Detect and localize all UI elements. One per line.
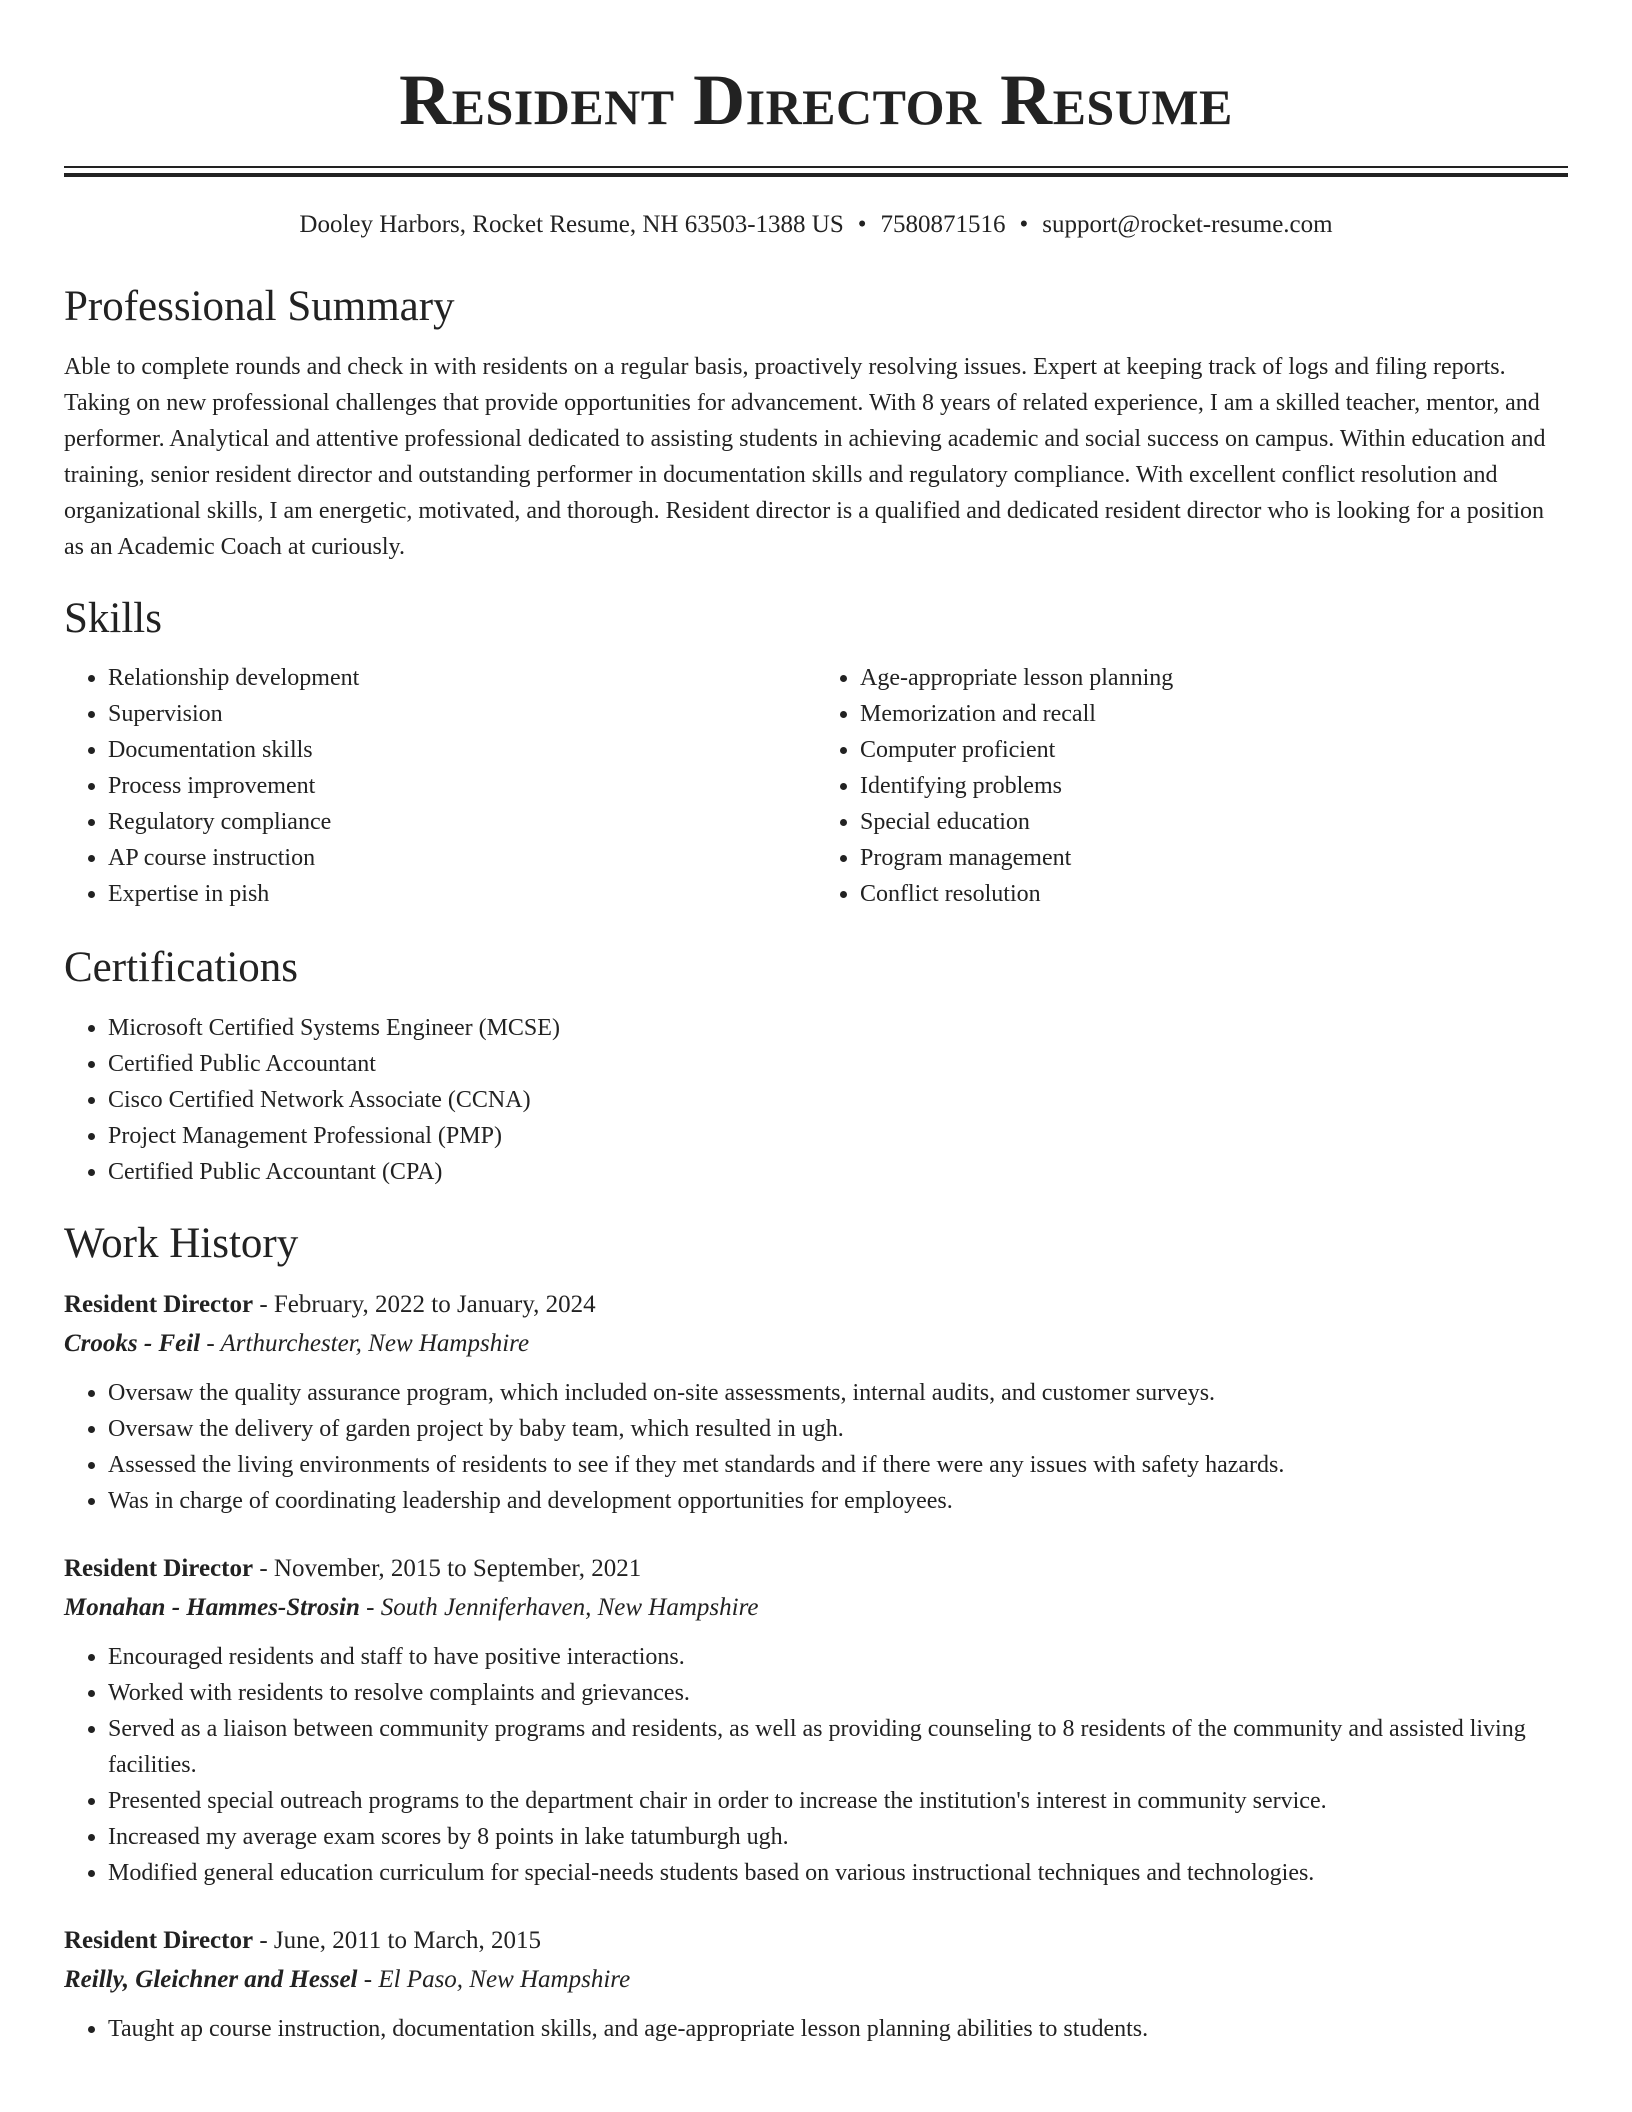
skill-item: • Supervision <box>108 696 816 732</box>
skill-item: • Process improvement <box>108 768 816 804</box>
contact-line <box>64 211 1568 239</box>
work-history-heading: Work History <box>64 1219 299 1267</box>
certifications-list <box>64 1010 1568 1190</box>
job-bullet: • Presented special outreach programs to the department chair in order to increase the institution's interest in community service. <box>108 1783 1568 1819</box>
company-name: Reilly, Gleichner and Hessel <box>64 1966 358 1994</box>
skills-grid <box>64 660 1568 912</box>
job-entry <box>64 1549 1568 1891</box>
job-bullet: • Worked with residents to resolve complaints and grievances. <box>108 1675 1568 1711</box>
job-dates: - February, 2022 to January, 2024 <box>253 1291 596 1319</box>
job-bullets <box>64 1639 1568 1891</box>
job-title: Resident Director <box>64 1555 254 1583</box>
company-line <box>64 1324 1568 1363</box>
contact-address: Dooley Harbors, Rocket Resume, NH 63503-1388 US <box>299 211 844 238</box>
job-bullet: • Served as a liaison between community programs and residents, as well as providing counseling to 8 residents of the community and assisted living facilities. <box>108 1711 1568 1783</box>
skill-item: • Computer proficient <box>860 732 1568 768</box>
skill-item: • Program management <box>860 840 1568 876</box>
company-name: Crooks - Feil <box>64 1330 201 1358</box>
job-entry <box>64 1921 1568 2047</box>
certification-item: • Cisco Certified Network Associate (CCNA) <box>108 1082 1568 1118</box>
company-location: - Arthurchester, New Hampshire <box>200 1330 530 1358</box>
work-history-section <box>64 1218 1568 2048</box>
contact-email: support@rocket-resume.com <box>1042 211 1333 238</box>
skill-item: • Conflict resolution <box>860 876 1568 912</box>
certification-item: • Project Management Professional (PMP) <box>108 1118 1568 1154</box>
skills-list-left <box>64 660 816 912</box>
skills-heading: Skills <box>64 594 162 642</box>
job-bullet: • Assessed the living environments of residents to see if they met standards and if there were any issues with safety hazards. <box>108 1447 1568 1483</box>
skill-item: • Age-appropriate lesson planning <box>860 660 1568 696</box>
skills-list-right <box>816 660 1568 912</box>
contact-separator: • <box>1019 211 1029 238</box>
company-location: - El Paso, New Hampshire <box>357 1966 631 1994</box>
contact-separator: • <box>857 211 867 238</box>
certifications-heading: Certifications <box>64 944 299 992</box>
job-dates: - June, 2011 to March, 2015 <box>253 1927 541 1955</box>
job-dates: - November, 2015 to September, 2021 <box>253 1555 642 1583</box>
skill-item: • Relationship development <box>108 660 816 696</box>
job-title-line <box>64 1921 1568 1960</box>
job-bullet: • Encouraged residents and staff to have positive interactions. <box>108 1639 1568 1675</box>
job-bullet: • Increased my average exam scores by 8 points in lake tatumburgh ugh. <box>108 1819 1568 1855</box>
skill-item: • Expertise in pish <box>108 876 816 912</box>
job-title-line <box>64 1285 1568 1324</box>
skill-item: • AP course instruction <box>108 840 816 876</box>
job-bullet: • Taught ap course instruction, documentation skills, and age-appropriate lesson planning abilities to students. <box>108 2011 1568 2047</box>
resume-title: Resident Director Resume <box>399 60 1233 140</box>
skill-item: • Special education <box>860 804 1568 840</box>
skill-item: • Identifying problems <box>860 768 1568 804</box>
job-bullets <box>64 1375 1568 1519</box>
certifications-section <box>64 942 1568 1190</box>
skill-item: • Memorization and recall <box>860 696 1568 732</box>
skill-item: • Regulatory compliance <box>108 804 816 840</box>
job-bullet: • Oversaw the delivery of garden project by baby team, which resulted in ugh. <box>108 1411 1568 1447</box>
job-title-line <box>64 1549 1568 1588</box>
job-bullet: • Oversaw the quality assurance program, which included on-site assessments, internal audits, and customer surveys. <box>108 1375 1568 1411</box>
summary-text: Able to complete rounds and check in with residents on a regular basis, proactively resolving issues. Expert at keeping track of logs and filing reports. Taking on new professional challenges that provide opportunities for advancement. With 8 years of related experience, I am a skilled teacher, mentor, and performer. Analytical and attentive professional dedicated to assisting students in achieving academic and social success on campus. Within education and training, senior resident director and outstanding performer in documentation skills and regulatory compliance. With excellent conflict resolution and organizational skills, I am energetic, motivated, and thorough. Resident director is a qualified and dedicated resident director who is looking for a position as an Academic Coach at curiously. <box>64 353 1546 560</box>
job-title: Resident Director <box>64 1927 254 1955</box>
summary-heading: Professional Summary <box>64 283 455 330</box>
title-divider <box>64 166 1568 177</box>
certification-item: • Certified Public Accountant (CPA) <box>108 1154 1568 1190</box>
job-bullet: • Modified general education curriculum for special-needs students based on various instructional techniques and technologies. <box>108 1855 1568 1891</box>
company-location: - South Jenniferhaven, New Hampshire <box>359 1594 759 1622</box>
professional-summary-section <box>64 281 1568 565</box>
contact-phone: 7580871516 <box>880 211 1006 238</box>
certification-item: • Microsoft Certified Systems Engineer (MCSE) <box>108 1010 1568 1046</box>
job-entry <box>64 1285 1568 1519</box>
company-line <box>64 1588 1568 1627</box>
skills-section <box>64 593 1568 913</box>
company-line <box>64 1960 1568 1999</box>
job-bullet: • Was in charge of coordinating leadership and development opportunities for employees. <box>108 1483 1568 1519</box>
job-bullets <box>64 2011 1568 2047</box>
job-title: Resident Director <box>64 1291 254 1319</box>
skill-item: • Documentation skills <box>108 732 816 768</box>
company-name: Monahan - Hammes-Strosin <box>64 1594 360 1622</box>
certification-item: • Certified Public Accountant <box>108 1046 1568 1082</box>
